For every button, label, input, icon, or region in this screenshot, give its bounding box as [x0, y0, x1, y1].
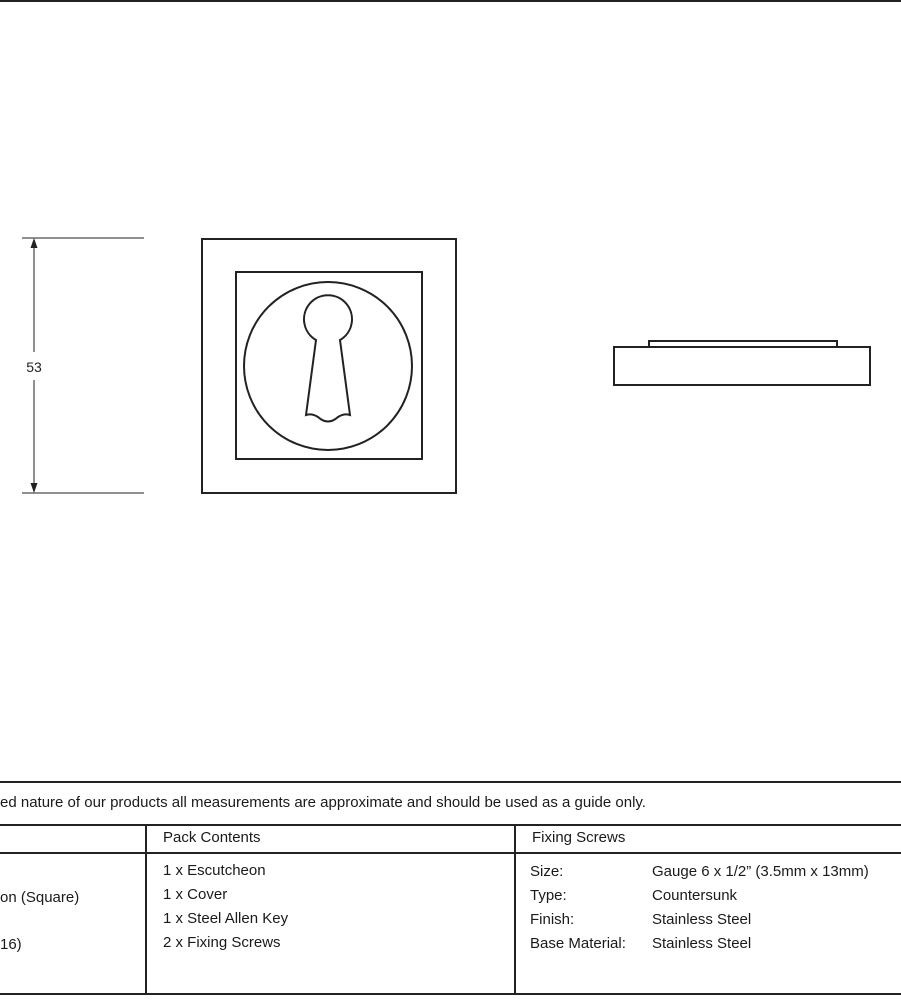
table-bottom-border	[0, 993, 901, 995]
arrow-down	[31, 483, 38, 493]
side-plate-profile	[614, 347, 870, 385]
pack-contents-item: 1 x Steel Allen Key	[163, 910, 289, 927]
side-view	[614, 341, 870, 385]
inner-square-recess	[236, 272, 422, 459]
pack-contents-item: 1 x Escutcheon	[163, 862, 266, 879]
front-view	[202, 239, 456, 493]
arrow-up	[31, 238, 38, 248]
column-divider-1	[145, 824, 147, 994]
pack-contents-header: Pack Contents	[163, 829, 261, 846]
table-header-top-border	[0, 824, 901, 826]
fixing-screws-value: Stainless Steel	[652, 911, 752, 928]
table-top-border	[0, 781, 901, 783]
fixing-screws-value: Gauge 6 x 1/2” (3.5mm x 13mm)	[652, 863, 869, 880]
column-divider-2	[514, 824, 516, 994]
fixing-screws-header: Fixing Screws	[532, 829, 626, 846]
pack-contents-item: 2 x Fixing Screws	[163, 934, 281, 951]
table-header-bottom-border	[0, 852, 901, 854]
fixing-screws-value: Countersunk	[652, 887, 738, 904]
fixing-screws-label: Type:	[530, 887, 567, 904]
escutcheon-rose	[244, 282, 412, 450]
outer-square-plate	[202, 239, 456, 493]
disclaimer-text: ed nature of our products all measurements are approximate and should be used as a guide only.	[0, 794, 646, 811]
fixing-screws-label: Base Material:	[530, 935, 626, 952]
height-dimension-label: 53	[26, 359, 42, 375]
fixing-screws-label: Finish:	[530, 911, 575, 928]
keyhole-icon	[304, 295, 352, 421]
column-1-line-2: 16)	[0, 936, 22, 953]
column-1-line-1: on (Square)	[0, 889, 80, 906]
fixing-screws-label: Size:	[530, 863, 564, 880]
pack-contents-item: 1 x Cover	[163, 886, 228, 903]
fixing-screws-value: Stainless Steel	[652, 935, 752, 952]
